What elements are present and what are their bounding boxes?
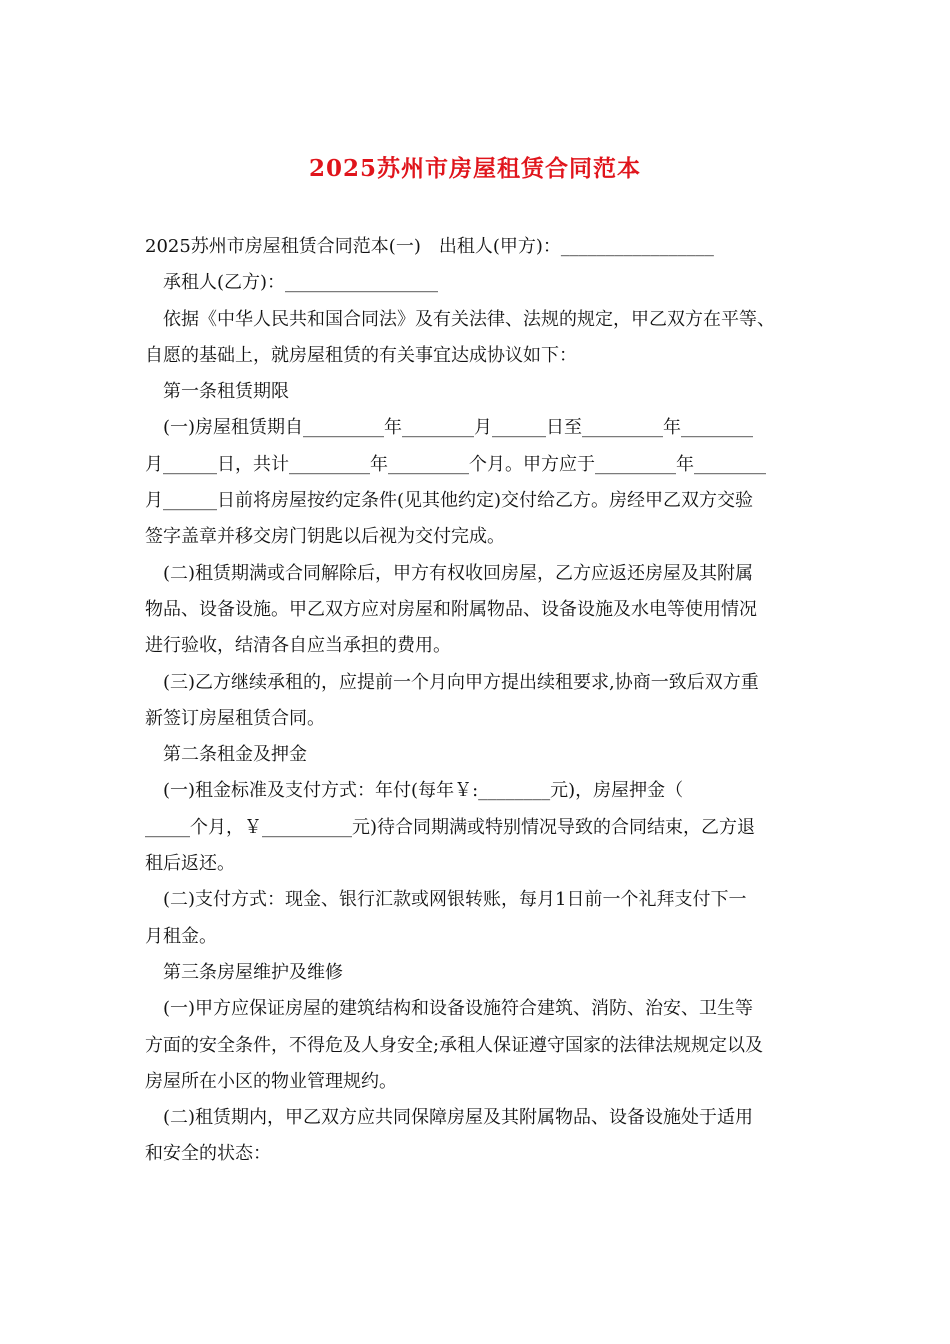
body-line: 进行验收，结清各自应当承担的费用。 xyxy=(145,635,451,657)
body-line: (二)租赁期内，甲乙双方应共同保障房屋及其附属物品、设备设施处于适用 xyxy=(163,1107,754,1129)
body-line: 签字盖章并移交房门钥匙以后视为交付完成。 xyxy=(145,526,505,548)
body-line: 自愿的基础上，就房屋租赁的有关事宜达成协议如下： xyxy=(145,344,577,366)
body-line: 房屋所在小区的物业管理规约。 xyxy=(145,1070,397,1092)
body-line: 月______日前将房屋按约定条件(见其他约定)交付给乙方。房经甲乙双方交验 xyxy=(145,490,754,512)
body-line: _____个月，￥__________元)待合同期满或特别情况导致的合同结束，乙方退 xyxy=(145,816,756,838)
body-line: 方面的安全条件，不得危及人身安全;承租人保证遵守国家的法律法规规定以及 xyxy=(145,1034,764,1056)
body-line: 2025苏州市房屋租赁合同范本(一) 出租人(甲方)：_________________ xyxy=(145,236,714,257)
section-heading: 第一条租赁期限 xyxy=(163,381,289,403)
body-line: 和安全的状态： xyxy=(145,1143,271,1165)
body-line: 月______日，共计_________年_________个月。甲方应于_________年________ xyxy=(145,453,766,475)
body-line: 月租金。 xyxy=(145,925,217,947)
body-line: 承租人(乙方)：_________________ xyxy=(163,272,439,294)
body-line: 新签订房屋租赁合同。 xyxy=(145,707,325,729)
section-heading: 第二条租金及押金 xyxy=(163,744,307,766)
body-line: (一)租金标准及支付方式：年付(每年￥:________元)，房屋押金（ xyxy=(163,780,684,802)
body-line: (一)甲方应保证房屋的建筑结构和设备设施符合建筑、消防、治安、卫生等 xyxy=(163,998,754,1020)
section-heading: 第三条房屋维护及维修 xyxy=(163,961,343,983)
body-line: (二)租赁期满或合同解除后，甲方有权收回房屋，乙方应返还房屋及其附属 xyxy=(163,562,754,584)
body-line: (一)房屋租赁期自_________年________月______日至_________年________ xyxy=(163,417,754,439)
body-line: 物品、设备设施。甲乙双方应对房屋和附属物品、设备设施及水电等使用情况 xyxy=(145,598,757,620)
body-line: (二)支付方式：现金、银行汇款或网银转账，每月1日前一个礼拜支付下一 xyxy=(163,889,747,911)
document-title: 2025苏州市房屋租赁合同范本 xyxy=(308,155,641,182)
document-body xyxy=(145,229,810,1173)
body-line: 依据《中华人民共和国合同法》及有关法律、法规的规定，甲乙双方在平等、 xyxy=(163,308,775,330)
body-line: (三)乙方继续承租的，应提前一个月向甲方提出续租要求,协商一致后双方重 xyxy=(163,671,759,693)
body-line: 租后返还。 xyxy=(145,853,235,875)
